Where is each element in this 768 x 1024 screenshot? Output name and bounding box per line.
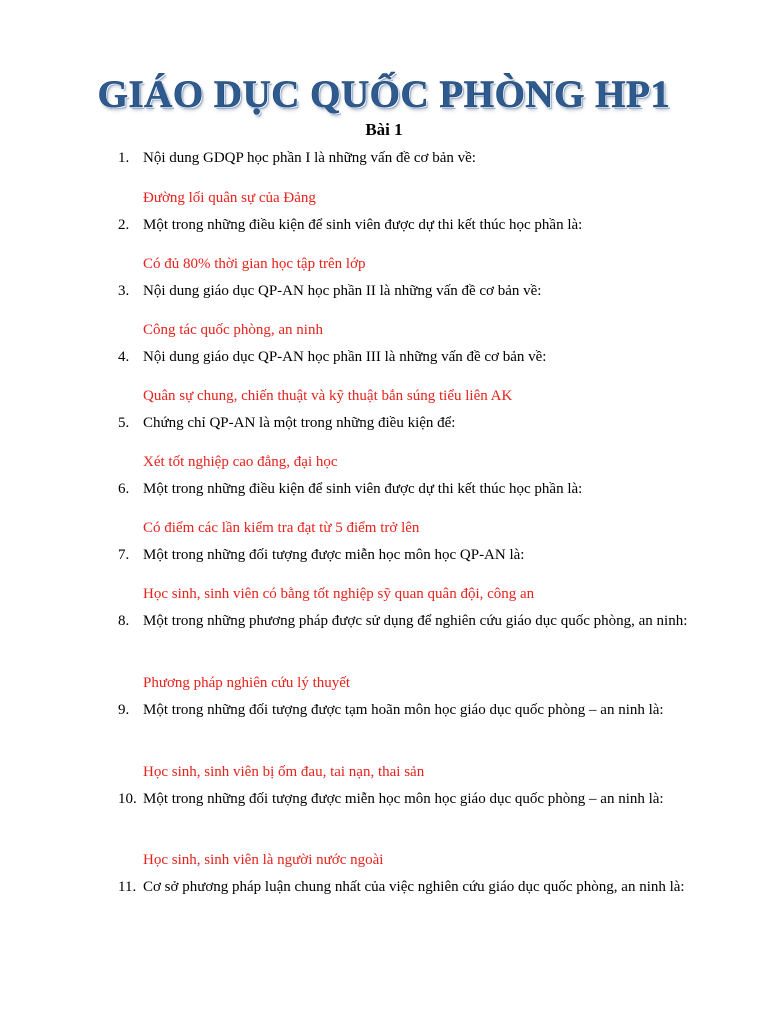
question-text: Cơ sở phương pháp luận chung nhất của việc nghiên cứu giáo dục quốc phòng, an ninh là: xyxy=(143,879,685,895)
question-number: 7. xyxy=(118,547,130,563)
question-text: Nội dung GDQP học phần I là những vấn đề cơ bản về: xyxy=(143,150,476,166)
question-number: 1. xyxy=(118,150,130,166)
question-number: 8. xyxy=(118,613,130,629)
question-number: 10. xyxy=(118,791,137,807)
answer-text: Đường lối quân sự của Đảng xyxy=(143,190,316,206)
answer-text: Có điểm các lần kiểm tra đạt từ 5 điểm trở lên xyxy=(143,520,420,536)
question-text: Chứng chỉ QP-AN là một trong những điều kiện để: xyxy=(143,415,456,431)
question-number: 5. xyxy=(118,415,130,431)
question-text: Một trong những đối tượng được tạm hoãn môn học giáo dục quốc phòng – an ninh là: xyxy=(143,702,664,718)
question-number: 9. xyxy=(118,702,130,718)
answer-text: Phương pháp nghiên cứu lý thuyết xyxy=(143,675,351,691)
answer-text: Công tác quốc phòng, an ninh xyxy=(143,322,323,338)
question-number: 11. xyxy=(118,879,137,895)
document-title: GIÁO DỤC QUỐC PHÒNG HP1 xyxy=(97,73,671,116)
answer-text: Có đủ 80% thời gian học tập trên lớp xyxy=(143,256,366,272)
question-text: Một trong những đối tượng được miễn học môn học giáo dục quốc phòng – an ninh là: xyxy=(143,791,664,807)
answer-text: Học sinh, sinh viên bị ốm đau, tai nạn, thai sản xyxy=(143,764,425,780)
question-text: Nội dung giáo dục QP-AN học phần II là những vấn đề cơ bản về: xyxy=(143,283,542,299)
answer-text: Xét tốt nghiệp cao đẳng, đại học xyxy=(143,454,338,470)
question-text: Nội dung giáo dục QP-AN học phần III là những vấn đề cơ bản về: xyxy=(143,349,547,365)
question-number: 6. xyxy=(118,481,130,497)
question-number: 4. xyxy=(118,349,130,365)
answer-text: Học sinh, sinh viên có bằng tốt nghiệp sỹ quan quân đội, công an xyxy=(143,586,535,602)
question-text: Một trong những điều kiện để sinh viên được dự thi kết thúc học phần là: xyxy=(143,481,583,497)
question-number: 2. xyxy=(118,217,130,233)
question-text: Một trong những phương pháp được sử dụng để nghiên cứu giáo dục quốc phòng, an ninh: xyxy=(143,613,688,629)
question-text: Một trong những đối tượng được miễn học môn học QP-AN là: xyxy=(143,547,525,563)
answer-text: Học sinh, sinh viên là người nước ngoài xyxy=(143,852,384,868)
question-text: Một trong những điều kiện để sinh viên được dự thi kết thúc học phần là: xyxy=(143,217,583,233)
answer-text: Quân sự chung, chiến thuật và kỹ thuật bắn súng tiểu liên AK xyxy=(143,388,513,404)
question-number: 3. xyxy=(118,283,130,299)
lesson-heading: Bài 1 xyxy=(365,120,403,139)
